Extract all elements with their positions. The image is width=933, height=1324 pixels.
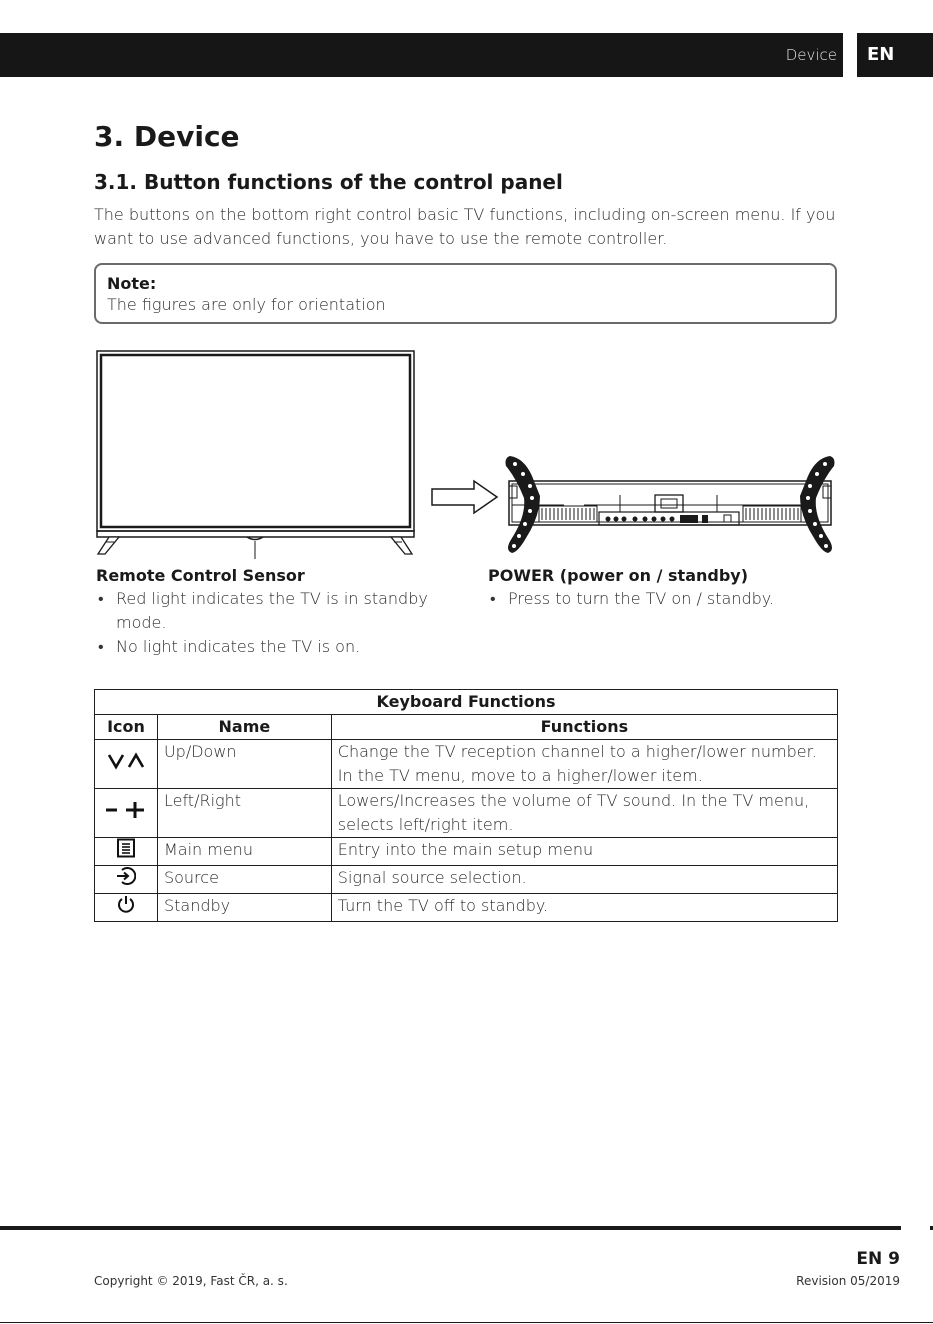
language-tab[interactable]: EN xyxy=(857,33,933,77)
header-bar xyxy=(0,33,843,77)
table-row xyxy=(95,838,838,866)
up-down-arrows-icon xyxy=(106,752,146,770)
column-header-functions: Functions xyxy=(331,715,837,740)
column-header-icon: Icon xyxy=(95,715,158,740)
table-title: Keyboard Functions xyxy=(95,690,838,715)
note-box xyxy=(94,263,837,324)
revision-text: Revision 05/2019 xyxy=(796,1274,900,1288)
table-row xyxy=(95,740,838,789)
tv-illustration xyxy=(94,348,839,563)
row-name: Standby xyxy=(157,894,331,922)
page-number: EN 9 xyxy=(856,1249,900,1269)
footer-divider xyxy=(0,1226,901,1230)
power-caption xyxy=(488,564,828,611)
minus-plus-icon xyxy=(104,801,148,819)
row-function: Signal source selection. xyxy=(331,866,837,894)
table-row xyxy=(95,894,838,922)
row-name: Up/Down xyxy=(157,740,331,789)
source-icon xyxy=(116,866,136,886)
row-function: Entry into the main setup menu xyxy=(331,838,837,866)
table-row xyxy=(95,866,838,894)
page-bottom-rule xyxy=(0,1322,933,1323)
row-function: Change the TV reception channel to a higher/lower number. In the TV menu, move to a higher/lower item. xyxy=(331,740,837,789)
remote-sensor-bullets xyxy=(96,587,456,659)
tv-back-view xyxy=(506,456,835,553)
arrow-icon xyxy=(432,481,497,513)
header-section-title: Device xyxy=(785,46,837,64)
menu-icon xyxy=(116,838,136,858)
table-row xyxy=(95,789,838,838)
intro-paragraph: The buttons on the bottom right control basic TV functions, including on-screen menu. If you want to use advanced functions, you have to use the remote controller. xyxy=(94,205,836,248)
row-name: Source xyxy=(157,866,331,894)
power-bullets xyxy=(488,587,828,611)
keyboard-functions-table xyxy=(94,689,838,922)
column-header-name: Name xyxy=(157,715,331,740)
list-item: • Red light indicates the TV is in standby mode. xyxy=(96,587,456,635)
row-function: Turn the TV off to standby. xyxy=(331,894,837,922)
section-title: 3.1. Button functions of the control panel xyxy=(94,170,563,194)
power-icon xyxy=(116,894,136,914)
note-text: The figures are only for orientation xyxy=(107,295,386,314)
row-function: Lowers/Increases the volume of TV sound. In the TV menu, selects left/right item. xyxy=(331,789,837,838)
remote-sensor-title: Remote Control Sensor xyxy=(96,566,305,585)
list-item: • No light indicates the TV is on. xyxy=(96,635,456,659)
remote-sensor-caption xyxy=(96,564,456,659)
page-title: 3. Device xyxy=(94,120,240,153)
power-title: POWER (power on / standby) xyxy=(488,566,749,585)
row-name: Main menu xyxy=(157,838,331,866)
row-name: Left/Right xyxy=(157,789,331,838)
list-item: • Press to turn the TV on / standby. xyxy=(488,587,828,611)
copyright-text: Copyright © 2019, Fast ČR, a. s. xyxy=(94,1274,288,1288)
note-title: Note: xyxy=(107,274,157,293)
tv-front-view xyxy=(97,351,414,559)
